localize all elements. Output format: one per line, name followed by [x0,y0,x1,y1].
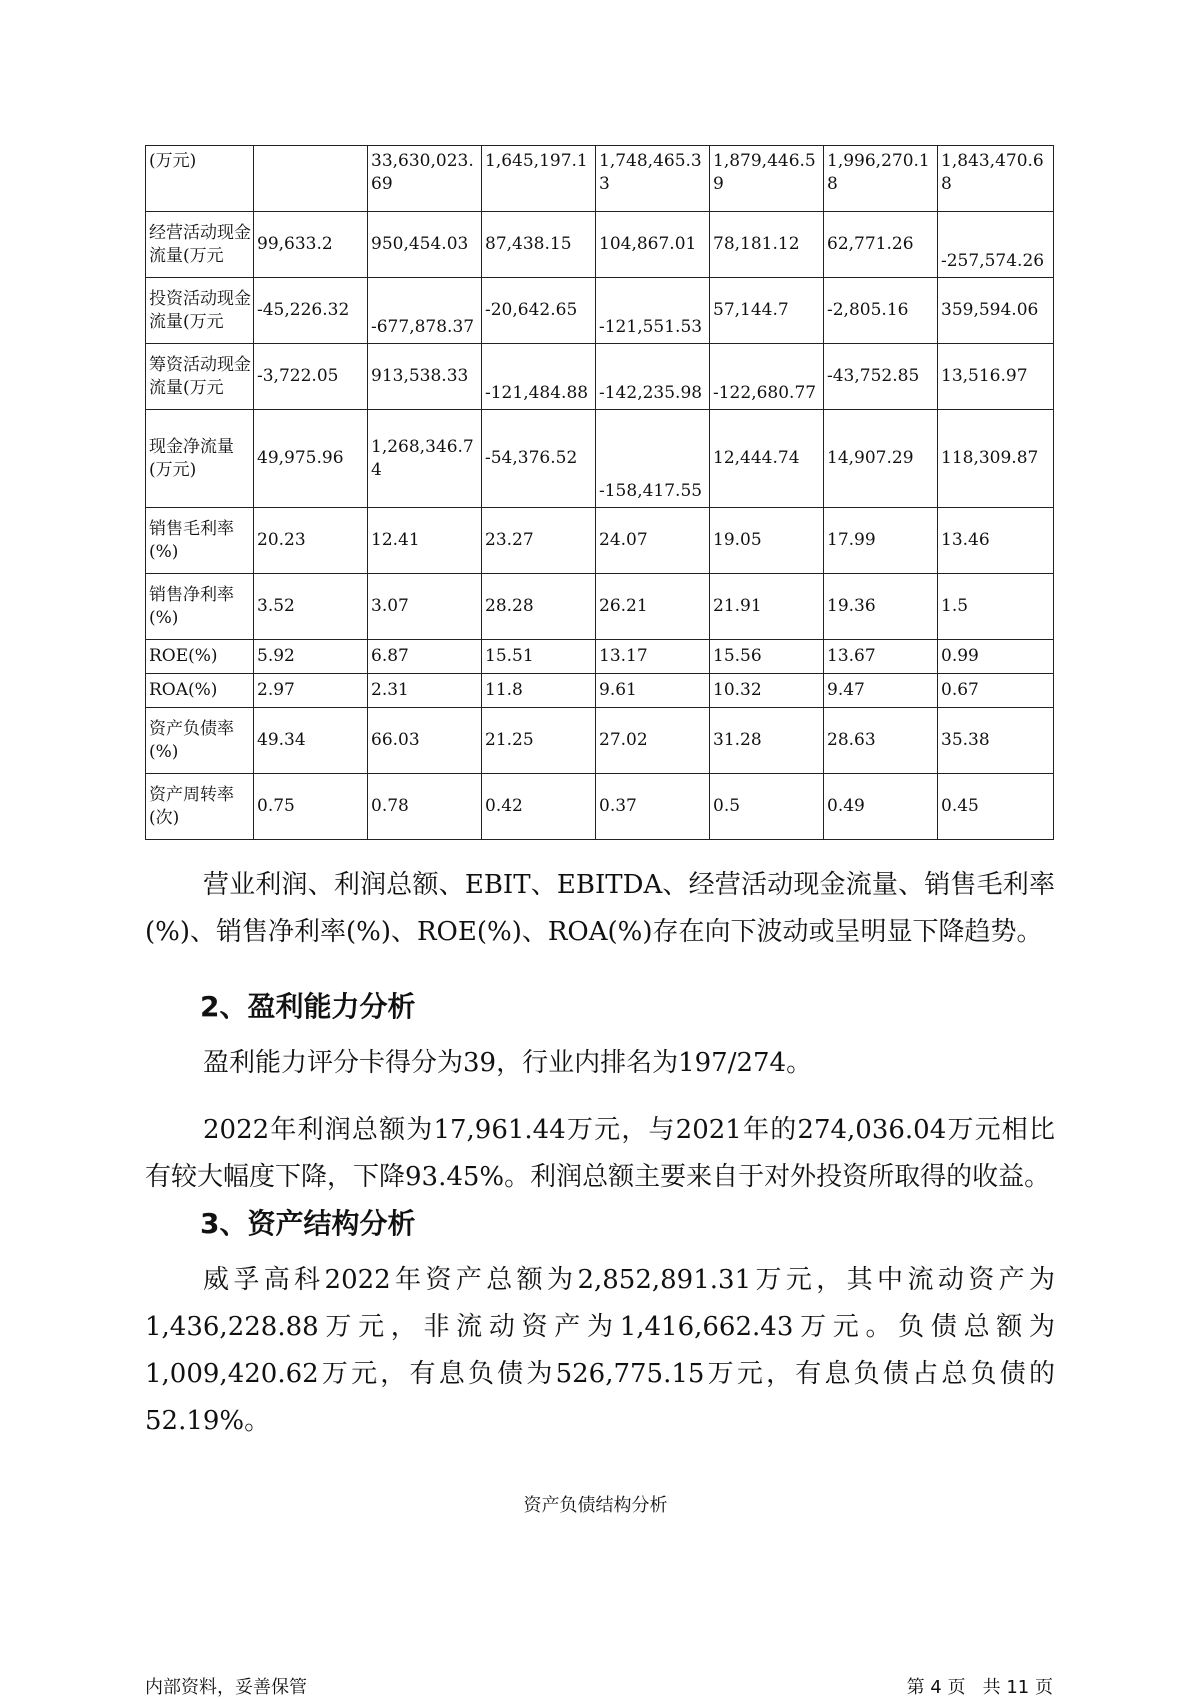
profit-score-paragraph: 盈利能力评分卡得分为39，行业内排名为197/274。 [203,1048,813,1078]
table-cell: 12.41 [368,508,482,574]
table-row [146,574,1054,640]
table-cell: 0.45 [938,774,1054,840]
section-heading-profitability: 2、盈利能力分析 [200,990,416,1023]
table-cell: 13,516.97 [938,344,1054,410]
table-row [146,344,1054,410]
table-cell: 1.5 [938,574,1054,640]
table-cell: 3.07 [368,574,482,640]
row-label: ROE(%) [146,640,254,674]
profit-detail-paragraph: 2022年利润总额为17,961.44万元，与2021年的274,036.04万元相比有较大幅度下降，下降93.45%。利润总额主要来自于对外投资所取得的收益。 [145,1115,1055,1192]
table-cell: 1,996,270.18 [824,146,938,212]
row-label: 筹资活动现金流量(万元 [146,344,254,410]
table-cell: 5.92 [254,640,368,674]
table-cell: 1,843,470.68 [938,146,1054,212]
table-cell: 6.87 [368,640,482,674]
table-cell: -122,680.77 [710,344,824,410]
table-row [146,674,1054,708]
table-cell: 13.67 [824,640,938,674]
table-cell: 15.56 [710,640,824,674]
table-cell: 13.46 [938,508,1054,574]
row-label: ROA(%) [146,674,254,708]
financial-indicator-table [145,145,1054,840]
table-cell: 20.23 [254,508,368,574]
table-cell: -45,226.32 [254,278,368,344]
table-cell: 0.67 [938,674,1054,708]
table-cell: 0.42 [482,774,596,840]
table-cell: 10.32 [710,674,824,708]
table-row [146,146,1054,212]
row-label: (万元) [146,146,254,212]
row-label: 资产周转率(次) [146,774,254,840]
table-cell: 2.31 [368,674,482,708]
table-cell: 14,907.29 [824,410,938,508]
table-cell: 9.47 [824,674,938,708]
table-cell: -43,752.85 [824,344,938,410]
table-cell: 27.02 [596,708,710,774]
table-cell: 118,309.87 [938,410,1054,508]
table-cell: 1,748,465.33 [596,146,710,212]
table-row [146,640,1054,674]
table-cell: -121,484.88 [482,344,596,410]
trend-summary-paragraph: 营业利润、利润总额、EBIT、EBITDA、经营活动现金流量、销售毛利率(%)、销售净利率(%)、ROE(%)、ROA(%)存在向下波动或呈明显下降趋势。 [145,870,1055,947]
table-cell: 99,633.2 [254,212,368,278]
table-cell: 1,879,446.59 [710,146,824,212]
table-cell: 1,645,197.1 [482,146,596,212]
table-cell: 19.36 [824,574,938,640]
table-cell: -142,235.98 [596,344,710,410]
row-label: 销售毛利率(%) [146,508,254,574]
table-row [146,774,1054,840]
asset-detail-paragraph: 威孚高科2022年资产总额为2,852,891.31万元，其中流动资产为1,436,228.88万元，非流动资产为1,416,662.43万元。负债总额为1,009,420.62万元，有息负债为526,775.15万元，有息负债占总负债的52.19%。 [145,1265,1055,1436]
footer-page-number: 第 4 页 共 11 页 [906,1677,1053,1698]
table-cell: 9.61 [596,674,710,708]
table-cell [254,146,368,212]
table-cell: -2,805.16 [824,278,938,344]
row-label: 现金净流量(万元) [146,410,254,508]
table-cell: 104,867.01 [596,212,710,278]
table-cell: 950,454.03 [368,212,482,278]
table-cell: 66.03 [368,708,482,774]
row-label: 投资活动现金流量(万元 [146,278,254,344]
table-cell: 15.51 [482,640,596,674]
table-cell: 31.28 [710,708,824,774]
table-cell: 21.25 [482,708,596,774]
table-cell: 12,444.74 [710,410,824,508]
table-row [146,278,1054,344]
row-label: 销售净利率(%) [146,574,254,640]
table-cell: 19.05 [710,508,824,574]
table-row [146,410,1054,508]
table-cell: 11.8 [482,674,596,708]
figure-caption: 资产负债结构分析 [523,1495,668,1516]
table-cell: 0.75 [254,774,368,840]
row-label: 经营活动现金流量(万元 [146,212,254,278]
table-cell: 62,771.26 [824,212,938,278]
section-heading-asset-structure: 3、资产结构分析 [200,1207,416,1240]
table-cell: 0.49 [824,774,938,840]
table-cell: 17.99 [824,508,938,574]
table-cell: 49,975.96 [254,410,368,508]
table-cell: -257,574.26 [938,212,1054,278]
table-cell: 28.28 [482,574,596,640]
table-cell: 1,268,346.74 [368,410,482,508]
table-cell: 0.37 [596,774,710,840]
footer-confidential-note: 内部资料，妥善保管 [145,1677,307,1698]
row-label: 资产负债率(%) [146,708,254,774]
table-cell: 359,594.06 [938,278,1054,344]
table-cell: 57,144.7 [710,278,824,344]
table-row [146,708,1054,774]
table-cell: 78,181.12 [710,212,824,278]
table-cell: 49.34 [254,708,368,774]
table-cell: -677,878.37 [368,278,482,344]
table-cell: 23.27 [482,508,596,574]
table-cell: 35.38 [938,708,1054,774]
table-cell: 0.99 [938,640,1054,674]
table-cell: -158,417.55 [596,410,710,508]
table-cell: 33,630,023.69 [368,146,482,212]
table-cell: 0.5 [710,774,824,840]
table-row [146,212,1054,278]
table-cell: 913,538.33 [368,344,482,410]
table-cell: 0.78 [368,774,482,840]
table-cell: 26.21 [596,574,710,640]
table-cell: 87,438.15 [482,212,596,278]
table-cell: -3,722.05 [254,344,368,410]
table-cell: -54,376.52 [482,410,596,508]
table-cell: 21.91 [710,574,824,640]
table-cell: -121,551.53 [596,278,710,344]
table-cell: 2.97 [254,674,368,708]
table-cell: 13.17 [596,640,710,674]
table-cell: -20,642.65 [482,278,596,344]
table-row [146,508,1054,574]
table-cell: 3.52 [254,574,368,640]
table-cell: 24.07 [596,508,710,574]
table-cell: 28.63 [824,708,938,774]
